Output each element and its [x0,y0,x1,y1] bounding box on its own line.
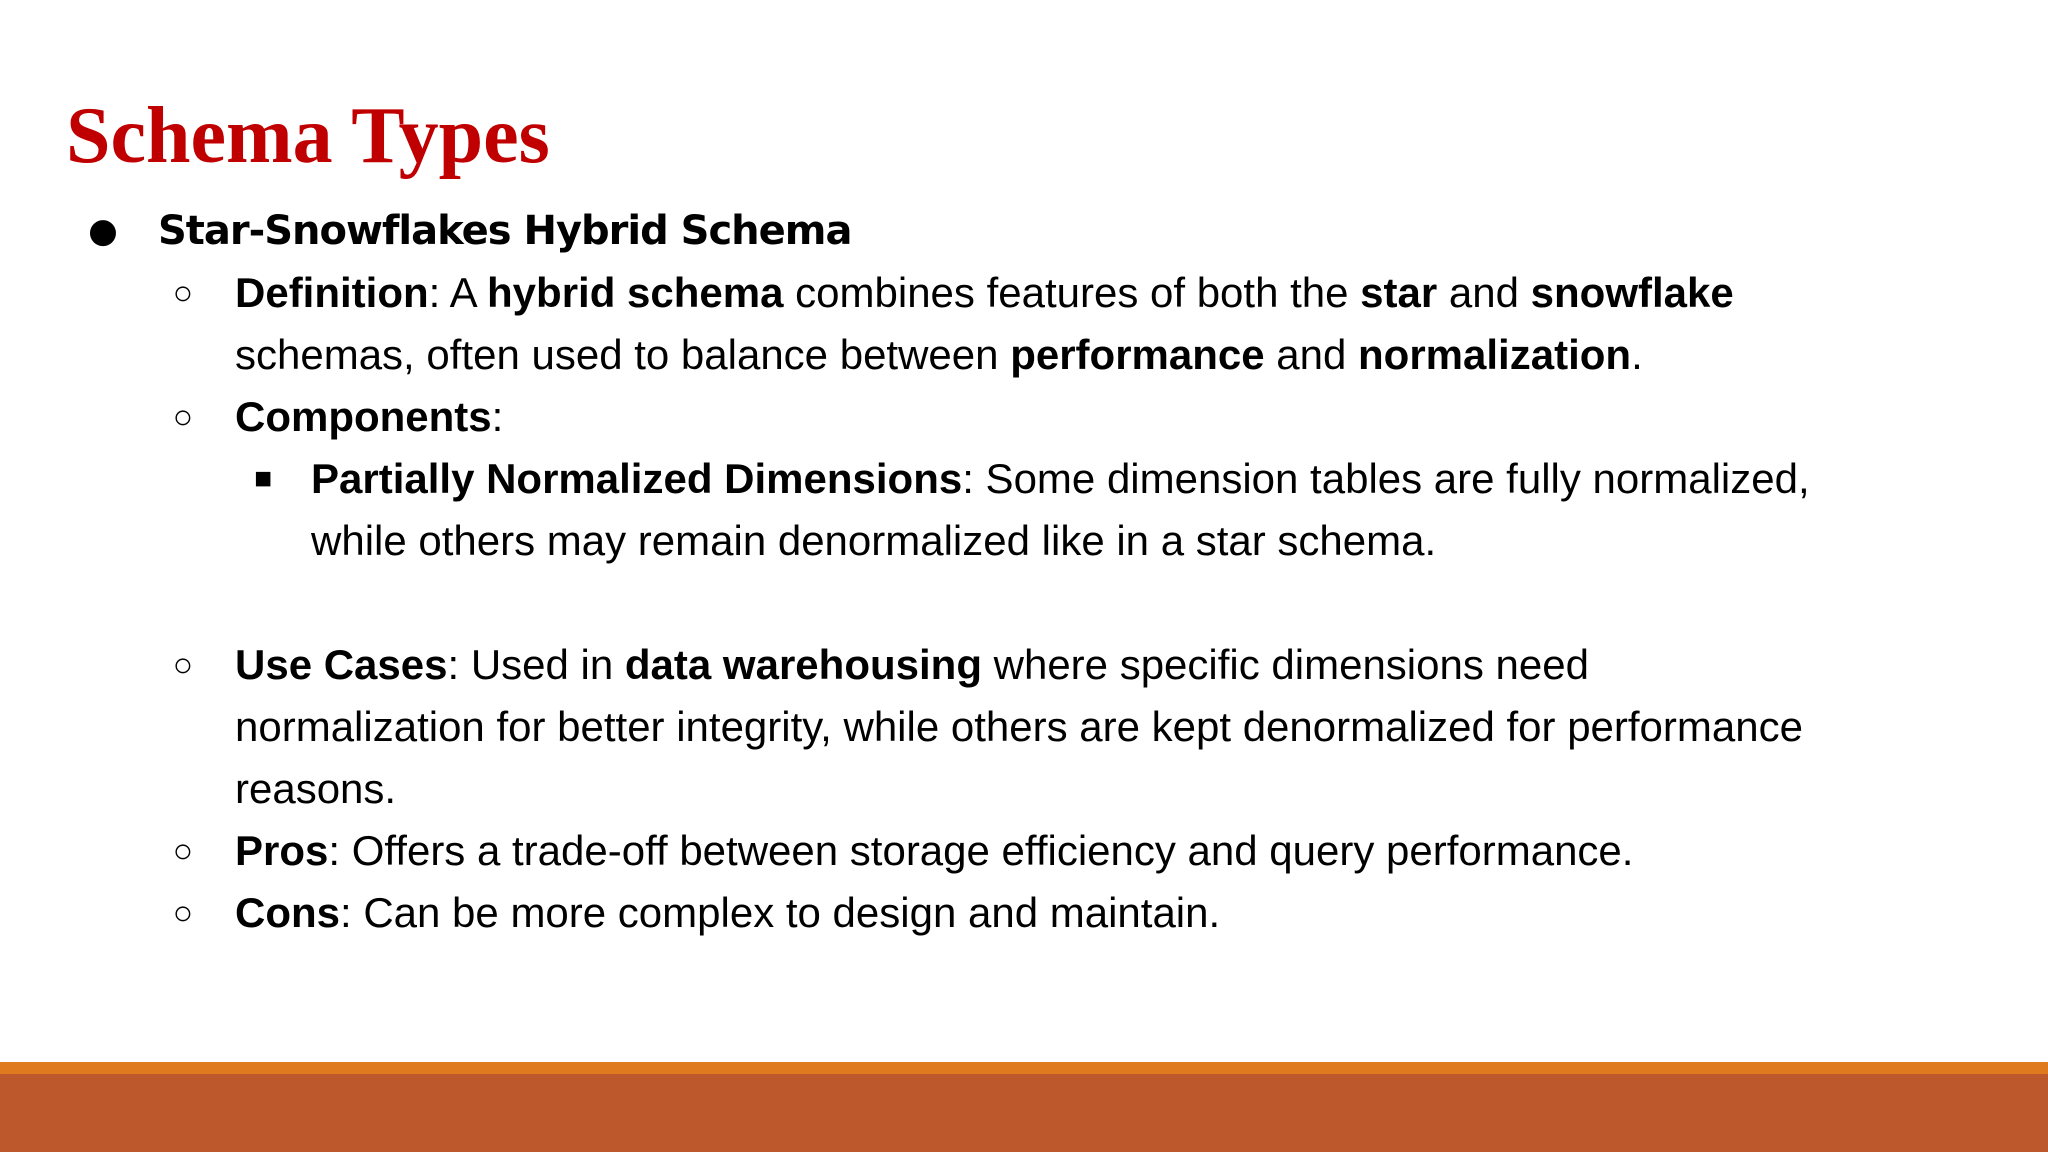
hollow-circle-bullet-icon: ○ [172,646,194,684]
bullet-heading: Star-Snowflakes Hybrid Schema [158,208,852,254]
bullet-pros [168,820,2048,882]
hollow-circle-bullet-icon: ○ [172,832,194,870]
bullet-use-cases [168,634,2048,820]
definition-text: combines features of both the [783,269,1361,316]
cons-term: Cons [235,889,340,936]
components-line [235,386,2048,448]
cons-text: : Can be more complex to design and maintain. [340,889,1221,936]
bullet-definition [168,262,2048,386]
components-term: Components [235,393,492,440]
definition-bold: hybrid schema [487,269,784,316]
use-cases-bold: data warehousing [624,641,982,688]
definition-text: and [1264,331,1359,378]
slide-title: Schema Types [66,92,550,180]
definition-text: and [1437,269,1531,316]
footer-bar [0,1074,2048,1152]
filled-circle-bullet-icon: ● [88,211,118,251]
empty-line [0,572,2048,634]
definition-line-2 [235,324,2048,386]
use-cases-line-1 [235,634,2048,696]
dimensions-line-2: while others may remain denormalized like in a star schema. [311,517,1437,564]
dimensions-text: : Some dimension tables are fully normalized, [962,455,1810,502]
cons-line [235,882,2048,944]
use-cases-line-2: normalization for better integrity, while others are kept denormalized for performance [235,703,1803,750]
definition-bold: normalization [1358,331,1632,378]
footer-accent-bar [0,1062,2048,1074]
pros-text: : Offers a trade-off between storage efficiency and query performance. [328,827,1634,874]
hollow-circle-bullet-icon: ○ [172,894,194,932]
hollow-circle-bullet-icon: ○ [172,398,194,436]
slide-content [0,200,2048,944]
bullet-cons [168,882,2048,944]
components-text: : [491,393,504,440]
use-cases-term: Use Cases [235,641,448,688]
use-cases-line-3: reasons. [235,765,397,812]
definition-line-1 [235,262,2048,324]
definition-bold: snowflake [1530,269,1734,316]
bullet-components [168,386,2048,448]
definition-bold: star [1360,269,1438,316]
use-cases-text: where specific dimensions need [981,641,1589,688]
definition-text: . [1631,331,1643,378]
bullet-partially-normalized-dimensions [248,448,2048,572]
definition-text: : A [428,269,488,316]
use-cases-text: : Used in [447,641,625,688]
hollow-circle-bullet-icon: ○ [172,274,194,312]
definition-term: Definition [235,269,429,316]
pros-line [235,820,2048,882]
definition-text: schemas, often used to balance between [235,331,1011,378]
definition-bold: performance [1010,331,1265,378]
square-bullet-icon: ■ [253,462,273,495]
dimensions-term: Partially Normalized Dimensions [311,455,963,502]
bullet-star-snowflake-hybrid [88,200,2048,262]
dimensions-line-1 [311,448,2048,510]
pros-term: Pros [235,827,329,874]
